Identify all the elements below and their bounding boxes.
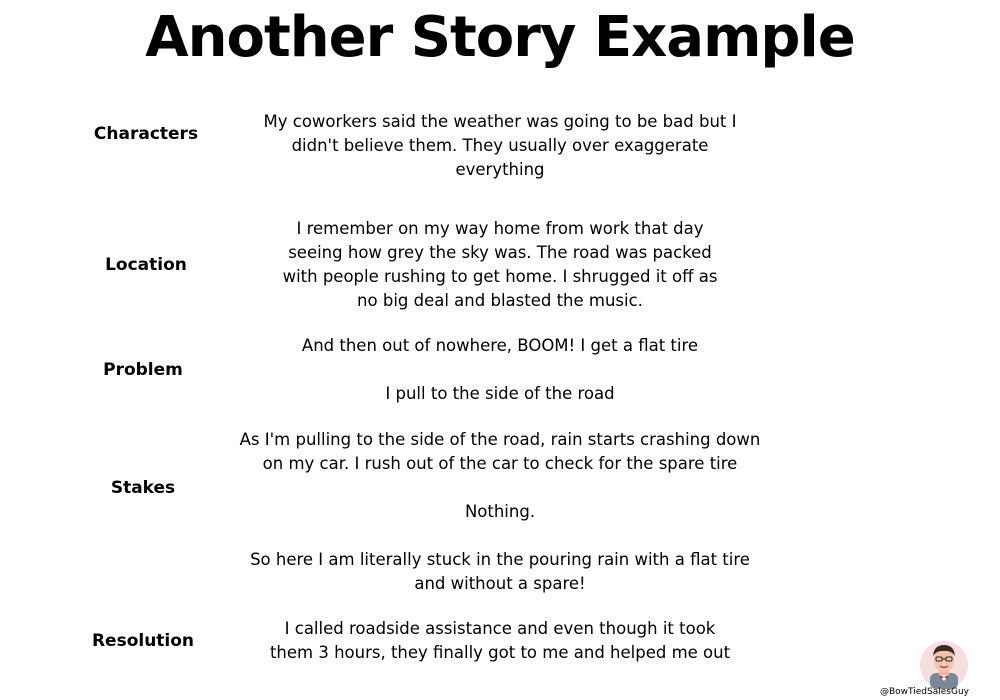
text-line: So here I am literally stuck in the pouring rain with a flat tire (250, 550, 750, 569)
text-line: And then out of nowhere, BOOM! I get a flat tire (301, 336, 699, 355)
text-line: everything (455, 160, 545, 179)
text-line (200, 476, 800, 500)
text-line: I remember on my way home from work that day (296, 219, 704, 238)
text-line: I called roadside assistance and even though it took (284, 619, 716, 638)
section-text-location (200, 217, 800, 313)
text-line: them 3 hours, they finally got to me and helped me out (269, 643, 731, 662)
author-handle: @BowTiedSalesGuy (880, 687, 969, 697)
section-label-stakes: Stakes (110, 478, 176, 498)
text-line (200, 358, 800, 382)
text-line: with people rushing to get home. I shrugged it off as (282, 267, 718, 286)
section-label-characters: Characters (93, 124, 199, 144)
section-label-resolution: Resolution (91, 631, 195, 651)
text-line: As I'm pulling to the side of the road, rain starts crashing down (239, 430, 761, 449)
text-line: no big deal and blasted the music. (357, 291, 643, 310)
section-text-problem (200, 334, 800, 406)
section-text-characters (200, 110, 800, 182)
text-line: Nothing. (464, 502, 536, 521)
text-line: on my car. I rush out of the car to check for the spare tire (262, 454, 738, 473)
section-label-location: Location (105, 255, 187, 275)
text-line: seeing how grey the sky was. The road was packed (288, 243, 712, 262)
section-text-resolution (200, 617, 800, 665)
text-line: and without a spare! (414, 574, 586, 593)
avatar-icon (918, 637, 970, 689)
section-label-problem: Problem (103, 360, 183, 380)
section-text-stakes (200, 428, 800, 596)
text-line (200, 524, 800, 548)
text-line: My coworkers said the weather was going to be bad but I (263, 112, 737, 131)
page-title: Another Story Example (145, 5, 855, 70)
text-line: didn't believe them. They usually over exaggerate (291, 136, 709, 155)
text-line: I pull to the side of the road (385, 384, 615, 403)
